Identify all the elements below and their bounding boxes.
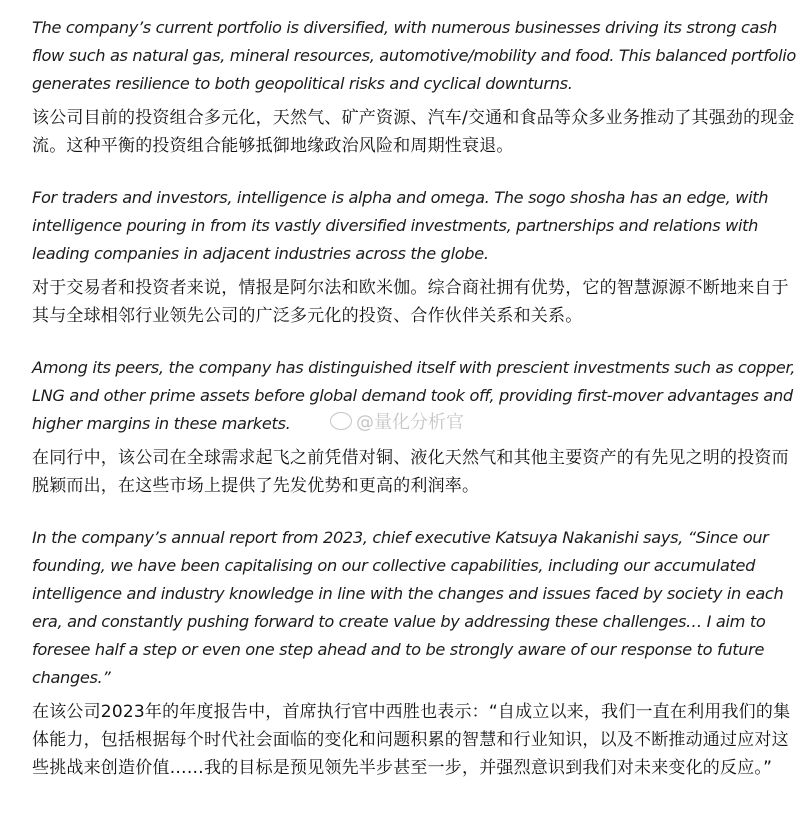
weibo-icon [330,412,352,430]
paragraph-gap [32,160,798,184]
paragraph-zh: 该公司目前的投资组合多元化，天然气、矿产资源、汽车/交通和食品等众多业务推动了其强劲的现金流。这种平衡的投资组合能够抵御地缘政治风险和周期性衰退。 [32,108,795,156]
watermark-text: @量化分析官 [356,412,464,433]
paragraph-gap [32,330,798,354]
paragraph-intelligence [32,184,798,330]
paragraph-gap [32,500,798,524]
paragraph-en: In the company’s annual report from 2023, chief executive Katsuya Nakanishi says, “Since our founding, we have been capitalising on our collective capabilities, including our accumulated intelligence and industry knowledge in line with the changes and issues faced by society in each era, and constantly pushing forward to create value by addressing these challenges… I aim to foresee half a step or even one step ahead and to be strongly aware of our response to future changes.” [32,528,784,687]
paragraph-zh: 在该公司2023年的年度报告中，首席执行官中西胜也表示：“自成立以来，我们一直在利用我们的集体能力，包括根据每个时代社会面临的变化和问题积累的智慧和行业知识，以及不断推动通过应对这些挑战来创造价值……我的目标是预见领先半步甚至一步，并强烈意识到我们对未来变化的反应。” [32,702,791,778]
paragraph-annual-report [32,524,798,782]
paragraph-portfolio [32,14,798,160]
paragraph-en: Among its peers, the company has distinguished itself with prescient investments such as copper, LNG and other prime assets before global demand took off, providing first-mover advantages and higher margins in these markets. [32,358,796,433]
paragraph-zh: 对于交易者和投资者来说，情报是阿尔法和欧米伽。综合商社拥有优势，它的智慧源源不断地来自于其与全球相邻行业领先公司的广泛多元化的投资、合作伙伴关系和关系。 [32,278,789,326]
paragraph-en: The company’s current portfolio is diversified, with numerous businesses driving its strong cash flow such as natural gas, mineral resources, automotive/mobility and food. This balanced portfolio generates resilience to both geopolitical risks and cyclical downturns. [32,18,796,93]
paragraph-zh: 在同行中，该公司在全球需求起飞之前凭借对铜、液化天然气和其他主要资产的有先见之明的投资而脱颖而出，在这些市场上提供了先发优势和更高的利润率。 [32,448,789,496]
watermark [330,408,464,434]
paragraph-en: For traders and investors, intelligence is alpha and omega. The sogo shosha has an edge, with intelligence pouring in from its vastly diversified investments, partnerships and relations with leading companies in adjacent industries across the globe. [32,188,769,263]
article-body [32,14,798,782]
